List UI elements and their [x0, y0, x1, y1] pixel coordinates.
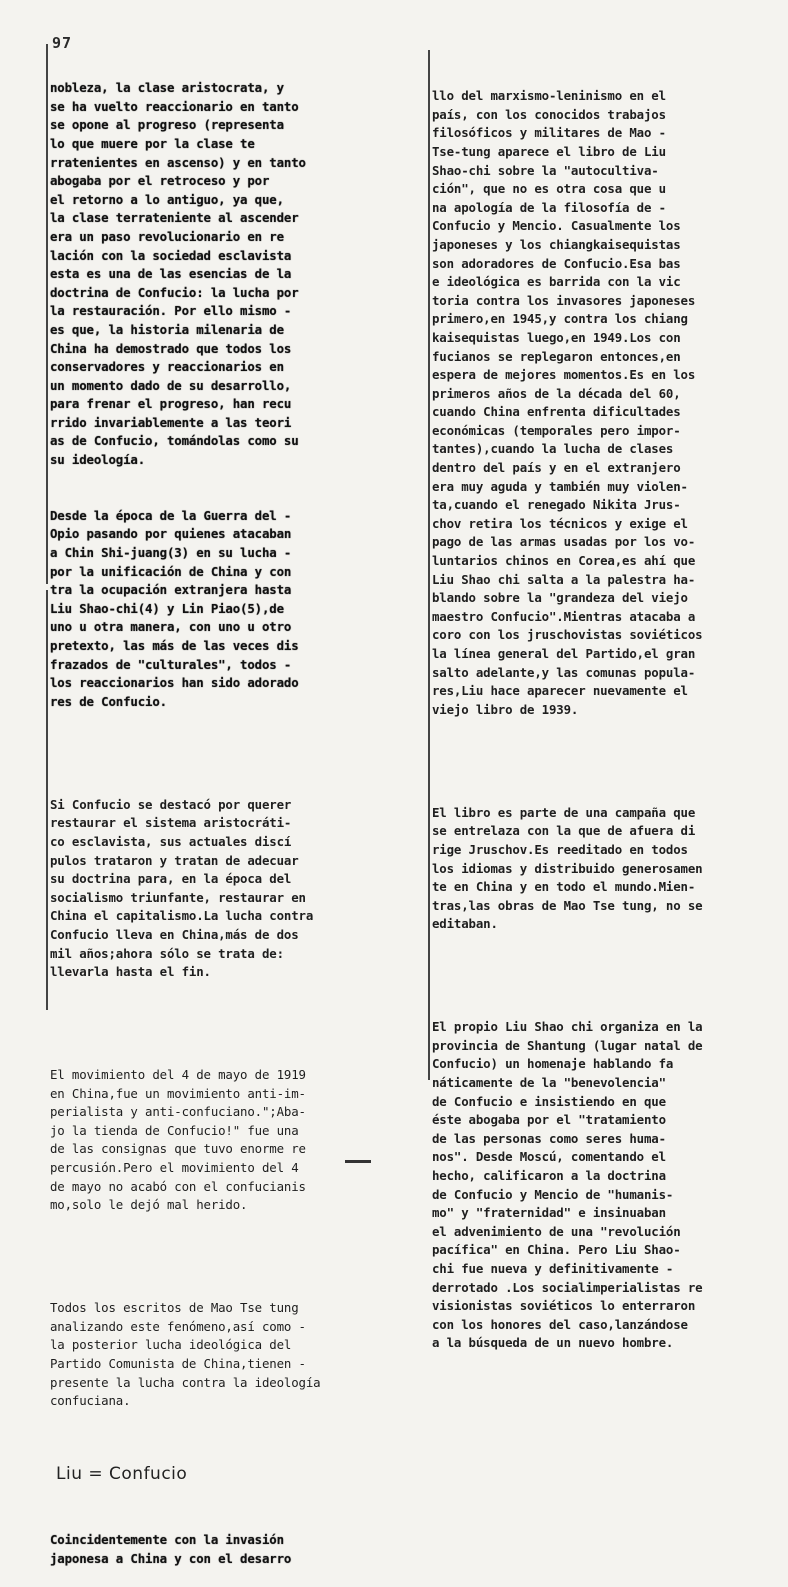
right-column — [432, 50, 772, 1372]
left-paragraph-2: Desde la época de la Guerra del - Opio pasando por quienes atacaban a Chin Shi-juang(3) en su lucha - por la unificación de China y con tra la ocupación extranjera hasta Liu Shao-chi(4) y Lin Piao(5),de uno u otra manera, con uno u otro pretexto, las más de las veces dis frazados de "culturales", todos - los reaccionarios han sido adorado res de Confucio. — [50, 507, 299, 709]
page-number: 97 — [52, 34, 73, 52]
left-paragraph-5: Todos los escritos de Mao Tse tung analizando este fenómeno,así como - la posterior lucha ideológica del Partido Comunista de China,tienen - presente la lucha contra la ideología confuciana. — [50, 1300, 321, 1409]
right-paragraph-2: El libro es parte de una campaña que se entrelaza con la que de afuera di rige Jruschov.Es reeditado en todos los idiomas y distribuido generosamen te en China y en todo el mundo.Mien- tras,las obras de Mao Tse tung, no se editaban. — [432, 804, 703, 932]
section-heading: Liu = Confucio — [56, 1463, 188, 1484]
right-paragraph-3: El propio Liu Shao chi organiza en la provincia de Shantung (lugar natal de Confucio) un homenaje hablando fa náticamente de la "benevolencia" de Confucio e insistiendo en que éste abogaba por el "tratamiento de las personas como seres huma- nos". Desde Moscú, comentando el hecho, calificaron a la doctrina de Confucio y Mencio de "humanis- mo" y "fraternidad" e insinuaban el advenimiento de una "revolución pacífica" en China. Pero Liu Shao- chi fue nueva y definitivamente - derrotado .Los socialimperialistas re visionistas soviéticos lo enterraron con los honores del caso,lanzándose a la búsqueda de un nuevo hombre. — [432, 1019, 703, 1351]
bottom-mark — [345, 1160, 371, 1163]
left-column — [50, 42, 368, 1587]
left-paragraph-3: Si Confucio se destacó por querer restaurar el sistema aristocráti- co esclavista, sus actuales discí pulos trataron y tratan de adecuar su doctrina para, en la época del socialismo triunfante, restaurar en China el capitalismo.La lucha contra Confucio lleva en China,más de dos mil años;ahora sólo se trata de: llevarla hasta el fin. — [50, 796, 314, 980]
clipping-edge-left-lower — [46, 590, 48, 1010]
left-closing-paragraph: Coincidentemente con la invasión japonesa a China y con el desarro — [50, 1532, 292, 1566]
clipping-edge-right — [428, 50, 430, 1080]
left-paragraph-1: nobleza, la clase aristocrata, y se ha vuelto reaccionario en tanto se opone al progreso (representa lo que muere por la clase te rratenientes en ascenso) y en tanto abogaba por el retroceso y por el retorno a lo antiguo, ya que, la clase terrateniente al ascender era un paso revolucionario en re lación con la sociedad esclavista esta es una de las esencias de la doctrina de Confucio: la lucha por la restauración. Por ello mismo - es que, la historia milenaria de China ha demostrado que todos los conservadores y reaccionarios en un momento dado de su desarrollo, para frenar el progreso, han recu rrido invariablemente a las teori as de Confucio, tomándolas como su su ideología. — [50, 80, 306, 468]
right-paragraph-1: llo del marxismo-leninismo en el país, con los conocidos trabajos filosóficos y militares de Mao - Tse-tung aparece el libro de Liu Shao-chi sobre la "autocultiva- ción", que no es otra cosa que u na apología de la filosofía de - Confucio y Mencio. Casualmente los japoneses y los chiangkaisequistas son adoradores de Confucio.Esa bas e ideológica es barrida con la vic toria contra los invasores japoneses primero,en 1945,y contra los chiang kaisequistas luego,en 1949.Los con fucianos se replegaron entonces,en espera de mejores momentos.Es en los primeros años de la década del 60, cuando China enfrenta dificultades económicas (temporales pero impor- tantes),cuando la lucha de clases dentro del país y en el extranjero era muy aguda y también muy violen- ta,cuando el renegado Nikita Jrus- chov retira los técnicos y exige el pago de las armas usadas por los vo- luntarios chinos en Corea,es ahí que Liu Shao chi salta a la palestra ha- blando sobre la "grandeza del viejo maestro Confucio".Mientras atacaba a coro con los jruschovistas soviéticos la línea general del Partido,el gran salto adelante,y las comunas popula- res,Liu hace aparecer nuevamente el viejo libro de 1939. — [432, 88, 703, 717]
clipping-edge-left — [46, 44, 48, 584]
left-paragraph-4: El movimiento del 4 de mayo de 1919 en China,fue un movimiento anti-im- perialista y anti-confuciano.";Aba- jo la tienda de Confucio!" fue una de las consignas que tuvo enorme re percusión.Pero el movimiento del 4 de mayo no acabó con el confucianis mo,solo le dejó mal herido. — [50, 1067, 306, 1213]
